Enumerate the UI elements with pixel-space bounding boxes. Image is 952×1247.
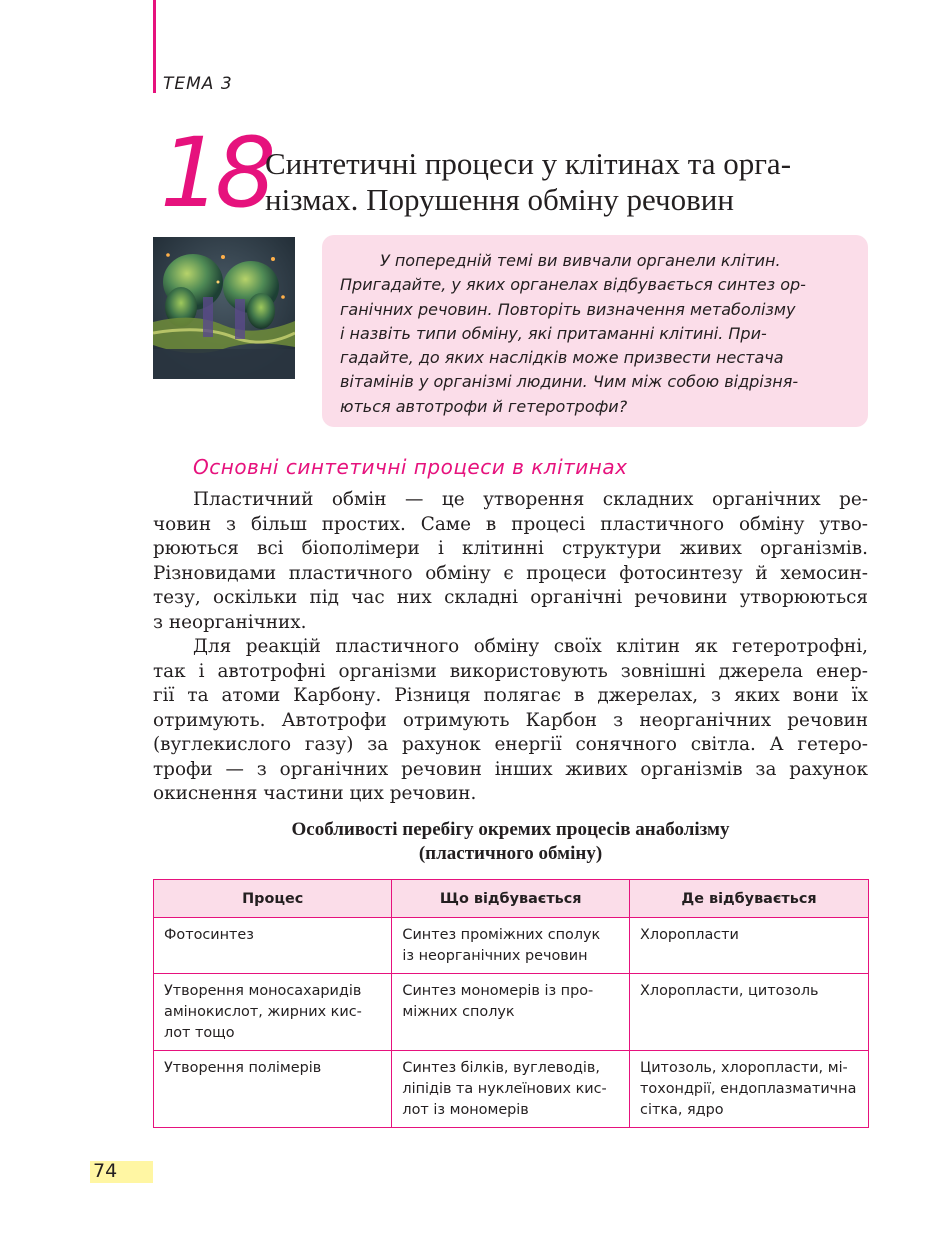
paragraph-line: з неорганічних. <box>153 611 307 633</box>
paragraph-line: рюються всі біополімери і клітинні структури живих організмів. <box>153 538 868 559</box>
table-header-row <box>154 880 869 918</box>
column-header-where: Де відбувається <box>630 880 869 918</box>
lesson-title-line: Синтетичні процеси у клітинах та орга- <box>265 146 792 181</box>
cell-line: амінокислот, жирних кис- <box>164 1004 362 1020</box>
intro-line: вітамінів у організмі людини. Чим між собою відрізня- <box>340 372 799 392</box>
cell-line: Синтез проміжних сполук <box>402 927 601 943</box>
cell-line: лот із мономерів <box>402 1102 529 1118</box>
cell-what <box>392 1051 630 1128</box>
anabolism-table <box>153 879 869 1128</box>
paragraph-line: (вуглекислого газу) за рахунок енергії сонячного світла. А гетеро- <box>153 734 868 755</box>
lesson-number: 18 <box>160 117 271 229</box>
cell-line: Хлоропласти <box>640 927 739 943</box>
cell-line: Синтез білків, вуглеводів, <box>402 1060 600 1076</box>
intro-question-box <box>322 235 868 427</box>
cell-line: Цитозоль, хлоропласти, мі- <box>640 1060 848 1076</box>
column-header-what: Що відбувається <box>392 880 630 918</box>
column-header-process: Процес <box>154 880 392 918</box>
paragraph-energy-sources <box>153 635 868 807</box>
table-caption-line: (пластичного обміну) <box>418 843 603 864</box>
cell-line: ліпідів та нуклеїнових кис- <box>402 1081 607 1097</box>
cell-line: Синтез мономерів із про- <box>402 983 594 999</box>
intro-line: У попередній темі ви вивчали органели клітин. <box>380 251 781 270</box>
paragraph-line: Різновидами пластичного обміну є процеси фотосинтезу й хемосин- <box>153 562 868 584</box>
intro-line: ганічних речовин. Повторіть визначення метаболізму <box>340 299 796 319</box>
paragraph-line: Для реакцій пластичного обміну своїх клітин як гетеротрофні, <box>193 636 868 657</box>
cell-line: Утворення моносахаридів <box>164 983 362 999</box>
table-caption <box>153 818 868 866</box>
cell-process <box>154 918 392 974</box>
cell-where <box>630 918 869 974</box>
intro-line: ються автотрофи й гетеротрофи? <box>340 396 628 416</box>
section-heading: Основні синтетичні процеси в клітинах <box>193 455 628 479</box>
cell-where <box>630 974 869 1051</box>
cell-line: лот тощо <box>164 1025 235 1041</box>
cell-line: Хлоропласти, цитозоль <box>640 983 819 999</box>
cell-line: міжних сполук <box>402 1004 515 1020</box>
paragraph-line: окиснення частини цих речовин. <box>153 783 477 804</box>
cell-where <box>630 1051 869 1128</box>
cell-line: тохондрії, ендоплазматична <box>640 1081 857 1097</box>
paragraph-line: човин з більш простих. Саме в процесі пластичного обміну утво- <box>153 513 868 535</box>
cell-process <box>154 1051 392 1128</box>
cell-what <box>392 974 630 1051</box>
intro-line: і назвіть типи обміну, які притаманні клітині. При- <box>340 323 767 343</box>
chapter-side-rule <box>153 0 156 93</box>
paragraph-line: гії та атоми Карбону. Різниця полягає в джерелах, з яких вони їх <box>153 685 868 706</box>
page-number: 74 <box>93 1160 118 1182</box>
cell-what <box>392 918 630 974</box>
paragraph-line: трофи — з органічних речовин інших живих організмів за рахунок <box>153 758 868 780</box>
paragraph-line: так і автотрофні організми використовують зовнішні джерела енер- <box>153 660 868 682</box>
chapter-label: ТЕМА 3 <box>163 74 233 94</box>
paragraph-line: тезу, оскільки під час них складні органічні речовини утворюються <box>153 587 868 608</box>
protein-structure-image <box>153 237 295 379</box>
molecular-illustration <box>153 237 295 379</box>
table-row <box>154 974 869 1051</box>
lesson-title-line: нізмах. Порушення обміну речовин <box>265 182 734 217</box>
intro-line: гадайте, до яких наслідків може призвести нестача <box>340 348 784 368</box>
table-row <box>154 918 869 974</box>
paragraph-line: отримують. Автотрофи отримують Карбон з неорганічних речовин <box>153 709 868 731</box>
cell-line: Утворення полімерів <box>164 1060 322 1076</box>
paragraph-plastic-metabolism <box>153 488 868 635</box>
intro-line: Пригадайте, у яких органелах відбувається синтез ор- <box>340 275 806 295</box>
paragraph-line: Пластичний обмін — це утворення складних органічних ре- <box>193 489 868 510</box>
cell-line: сітка, ядро <box>640 1102 724 1118</box>
cell-line: із неорганічних речовин <box>402 948 588 964</box>
cell-line: Фотосинтез <box>164 927 254 943</box>
lesson-title <box>265 146 865 218</box>
table-row <box>154 1051 869 1128</box>
cell-process <box>154 974 392 1051</box>
table-caption-line: Особливості перебігу окремих процесів анаболізму <box>291 819 730 840</box>
